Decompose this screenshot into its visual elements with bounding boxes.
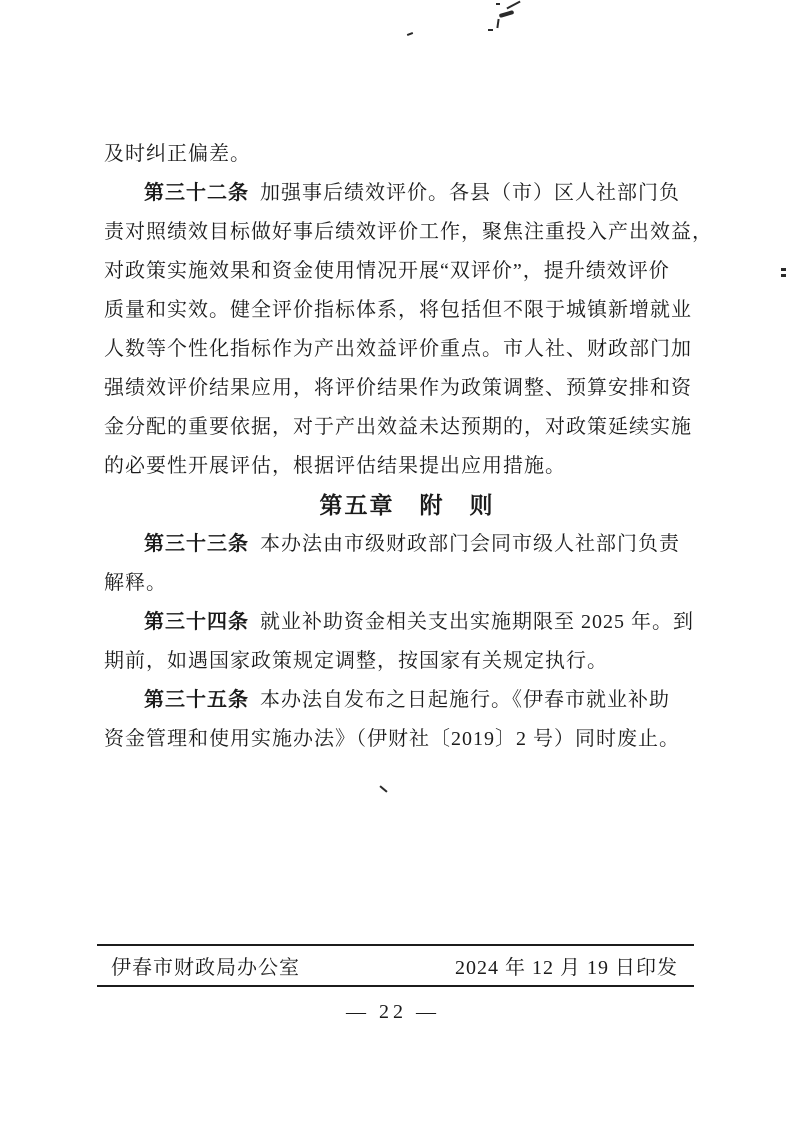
- ink-speck: [496, 19, 499, 28]
- line-text: 就业补助资金相关支出实施期限至 2025 年。到: [260, 611, 694, 633]
- line-text: 的必要性开展评估，根据评估结果提出应用措施。: [104, 455, 566, 477]
- text-line: [104, 564, 710, 603]
- line-text: 解释。: [104, 572, 167, 594]
- line-text: 强绩效评价结果应用，将评价结果作为政策调整、预算安排和资: [104, 377, 692, 399]
- article-32-line: [104, 174, 710, 213]
- text-line: [104, 369, 710, 408]
- article-number: 第三十五条: [144, 689, 249, 711]
- line-text: 对政策实施效果和资金使用情况开展“双评价”，提升绩效评价: [104, 260, 670, 282]
- article-number: 第三十三条: [144, 533, 249, 555]
- line-text: 期前，如遇国家政策规定调整，按国家有关规定执行。: [104, 650, 608, 672]
- text-line: [104, 135, 710, 174]
- ink-speck: [488, 29, 493, 31]
- text-line: [104, 213, 713, 252]
- document-body: [104, 135, 713, 759]
- line-text: 责对照绩效目标做好事后绩效评价工作，聚焦注重投入产出效益，: [104, 221, 713, 243]
- line-text: 本办法自发布之日起施行。《伊春市就业补助: [260, 689, 670, 711]
- ink-speck: [379, 785, 387, 792]
- article-number: 第三十二条: [144, 182, 249, 204]
- issuer-office: 伊春市财政局办公室: [111, 957, 300, 979]
- line-text: 金分配的重要依据，对于产出效益未达预期的，对政策延续实施: [104, 416, 692, 438]
- line-text: 及时纠正偏差。: [104, 143, 251, 165]
- ink-speck: [781, 268, 786, 271]
- text-line: [104, 252, 710, 291]
- text-line: [104, 330, 710, 369]
- print-date: 2024 年 12 月 19 日印发: [455, 957, 678, 979]
- line-text: 质量和实效。健全评价指标体系，将包括但不限于城镇新增就业: [104, 299, 692, 321]
- ink-speck: [499, 10, 515, 18]
- line-text: 本办法由市级财政部门会同市级人社部门负责: [260, 533, 680, 555]
- ink-speck: [407, 32, 413, 36]
- text-line: [104, 642, 710, 681]
- article-number: 第三十四条: [144, 611, 249, 633]
- article-33-line: [104, 525, 710, 564]
- article-34-line: [104, 603, 710, 642]
- page-number: — 22 —: [346, 1001, 440, 1023]
- text-line: [104, 447, 710, 486]
- text-line: [104, 720, 710, 759]
- line-text: 人数等个性化指标作为产出效益评价重点。市人社、财政部门加: [104, 338, 692, 360]
- ink-speck: [781, 274, 786, 277]
- line-text: 加强事后绩效评价。各县（市）区人社部门负: [260, 182, 680, 204]
- chapter-heading: 第五章 附 则: [319, 492, 495, 518]
- text-line: [104, 408, 710, 447]
- line-text: 资金管理和使用实施办法》（伊财社〔2019〕2 号）同时废止。: [104, 728, 680, 750]
- ink-speck: [496, 3, 500, 5]
- article-35-line: [104, 681, 710, 720]
- print-footer: [97, 944, 694, 987]
- text-line: [104, 291, 710, 330]
- ink-speck: [506, 1, 520, 10]
